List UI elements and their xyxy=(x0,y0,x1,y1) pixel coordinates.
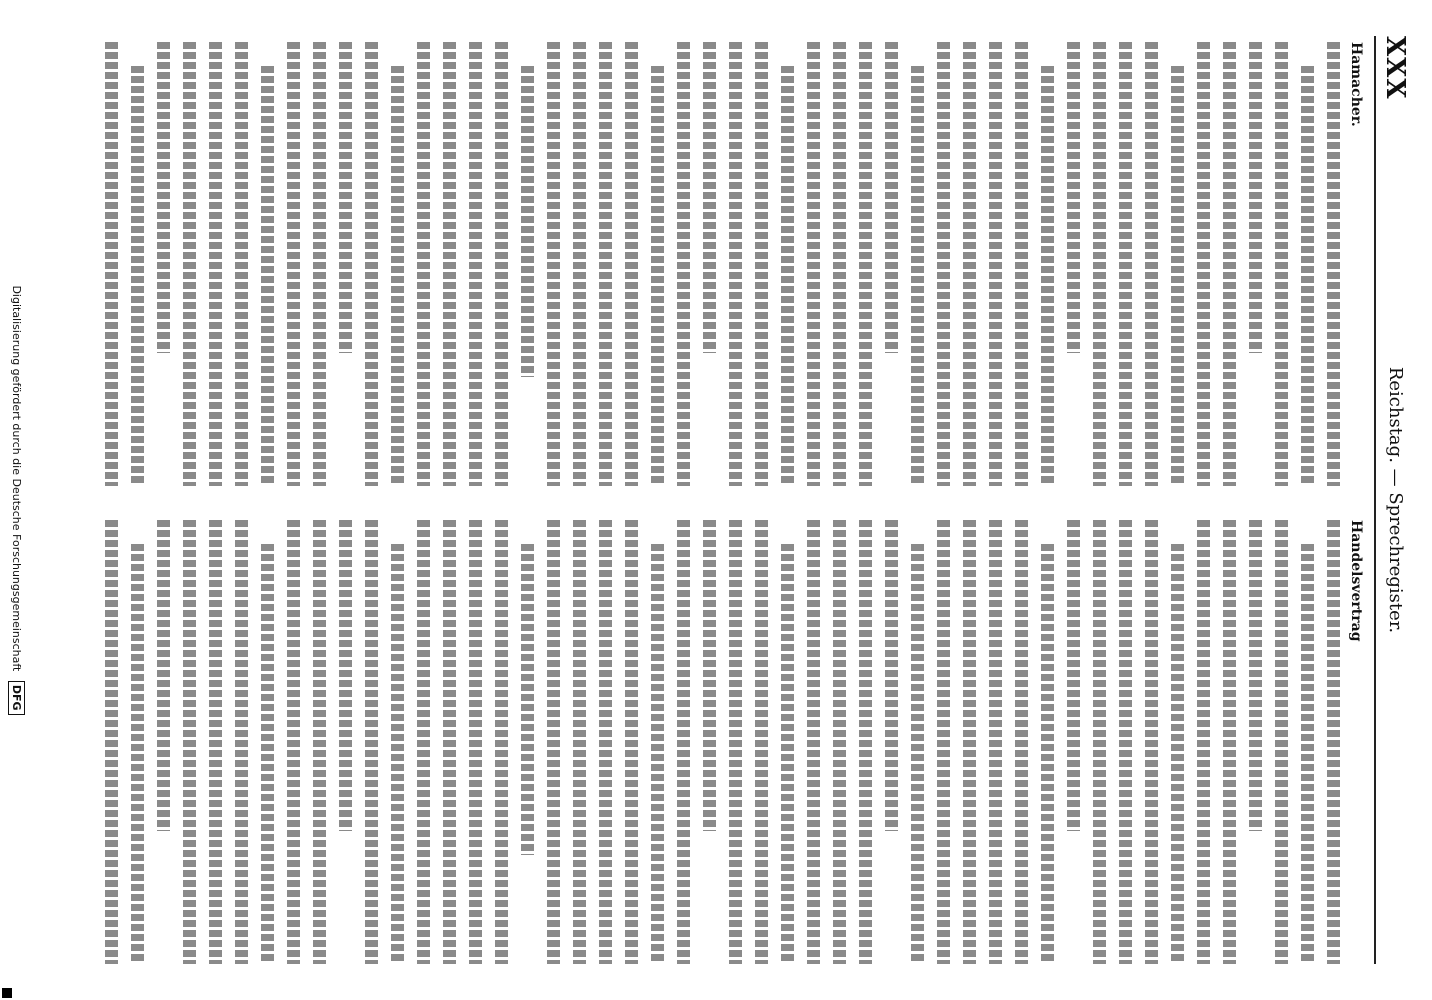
header-rule xyxy=(1374,36,1376,964)
text-line xyxy=(651,544,664,964)
text-line xyxy=(287,520,300,964)
text-line xyxy=(1171,66,1184,486)
text-line xyxy=(963,42,976,486)
text-line xyxy=(807,42,820,486)
text-line xyxy=(1119,520,1132,964)
text-line xyxy=(157,520,170,831)
text-line xyxy=(365,42,378,486)
text-line xyxy=(313,42,326,486)
text-line xyxy=(365,520,378,964)
text-line xyxy=(287,42,300,486)
text-line xyxy=(131,66,144,486)
text-line xyxy=(573,520,586,964)
text-line xyxy=(599,42,612,486)
text-line xyxy=(1327,520,1340,964)
text-line xyxy=(703,520,716,831)
text-line xyxy=(989,520,1002,964)
text-line xyxy=(1249,520,1262,831)
text-line xyxy=(1327,42,1340,486)
text-line xyxy=(781,66,794,486)
text-line xyxy=(729,520,742,964)
text-line xyxy=(625,520,638,964)
text-line xyxy=(105,42,118,486)
text-line xyxy=(859,520,872,964)
page-header xyxy=(1380,36,1414,964)
text-line xyxy=(339,520,352,831)
text-line xyxy=(469,42,482,486)
text-line xyxy=(755,42,768,486)
text-line xyxy=(599,520,612,964)
text-line xyxy=(1197,42,1210,486)
text-line xyxy=(1119,42,1132,486)
text-line xyxy=(391,544,404,964)
right-column-heading: Handelsvertrag xyxy=(1348,520,1364,642)
left-column-heading: Hamacher. xyxy=(1348,42,1364,127)
page-number: XXX xyxy=(1380,36,1410,100)
text-line xyxy=(911,544,924,964)
dfg-logo: DFG xyxy=(8,681,25,715)
text-line xyxy=(1093,520,1106,964)
text-column-right xyxy=(60,520,1366,964)
text-line xyxy=(547,42,560,486)
text-line xyxy=(417,520,430,964)
text-line xyxy=(625,42,638,486)
text-line xyxy=(1067,42,1080,353)
text-line xyxy=(911,66,924,486)
text-line xyxy=(729,42,742,486)
text-line xyxy=(1041,544,1054,964)
text-line xyxy=(703,42,716,353)
text-line xyxy=(1015,520,1028,964)
text-line xyxy=(1301,66,1314,486)
text-line xyxy=(573,42,586,486)
text-line xyxy=(1093,42,1106,486)
text-line xyxy=(547,520,560,964)
text-line xyxy=(1067,520,1080,831)
text-line xyxy=(755,520,768,964)
text-line xyxy=(521,66,534,377)
text-column-left xyxy=(60,42,1366,486)
text-line xyxy=(417,42,430,486)
text-line xyxy=(1275,42,1288,486)
text-line xyxy=(937,42,950,486)
text-line xyxy=(495,42,508,486)
page-title: Reichstag. — Sprechregister. xyxy=(1385,366,1406,634)
text-line xyxy=(781,544,794,964)
text-line xyxy=(937,520,950,964)
text-line xyxy=(1145,42,1158,486)
text-line xyxy=(105,520,118,964)
text-line xyxy=(313,520,326,964)
footer-credit xyxy=(8,0,25,1000)
text-line xyxy=(157,42,170,353)
text-line xyxy=(885,520,898,831)
text-line xyxy=(235,520,248,964)
text-line xyxy=(807,520,820,964)
text-line xyxy=(1145,520,1158,964)
text-line xyxy=(1223,42,1236,486)
text-line xyxy=(859,42,872,486)
text-line xyxy=(521,544,534,855)
text-line xyxy=(677,42,690,486)
text-line xyxy=(443,520,456,964)
text-line xyxy=(1223,520,1236,964)
text-line xyxy=(1171,544,1184,964)
text-line xyxy=(183,42,196,486)
text-line xyxy=(235,42,248,486)
text-line xyxy=(261,544,274,964)
text-line xyxy=(885,42,898,353)
corner-mark xyxy=(2,988,12,998)
text-line xyxy=(833,42,846,486)
text-line xyxy=(261,66,274,486)
text-line xyxy=(495,520,508,964)
text-line xyxy=(391,66,404,486)
text-line xyxy=(1197,520,1210,964)
text-line xyxy=(469,520,482,964)
text-line xyxy=(963,520,976,964)
text-line xyxy=(1015,42,1028,486)
text-line xyxy=(1275,520,1288,964)
text-line xyxy=(833,520,846,964)
text-line xyxy=(651,66,664,486)
text-line xyxy=(677,520,690,964)
text-line xyxy=(989,42,1002,486)
footer-credit-text: Digitalisierung gefördert durch die Deutsche Forschungsgemeinschaft xyxy=(10,285,23,672)
text-line xyxy=(1041,66,1054,486)
text-line xyxy=(131,544,144,964)
text-line xyxy=(443,42,456,486)
text-line xyxy=(209,42,222,486)
text-line xyxy=(183,520,196,964)
text-line xyxy=(209,520,222,964)
text-line xyxy=(1249,42,1262,353)
text-line xyxy=(339,42,352,353)
text-line xyxy=(1301,544,1314,964)
